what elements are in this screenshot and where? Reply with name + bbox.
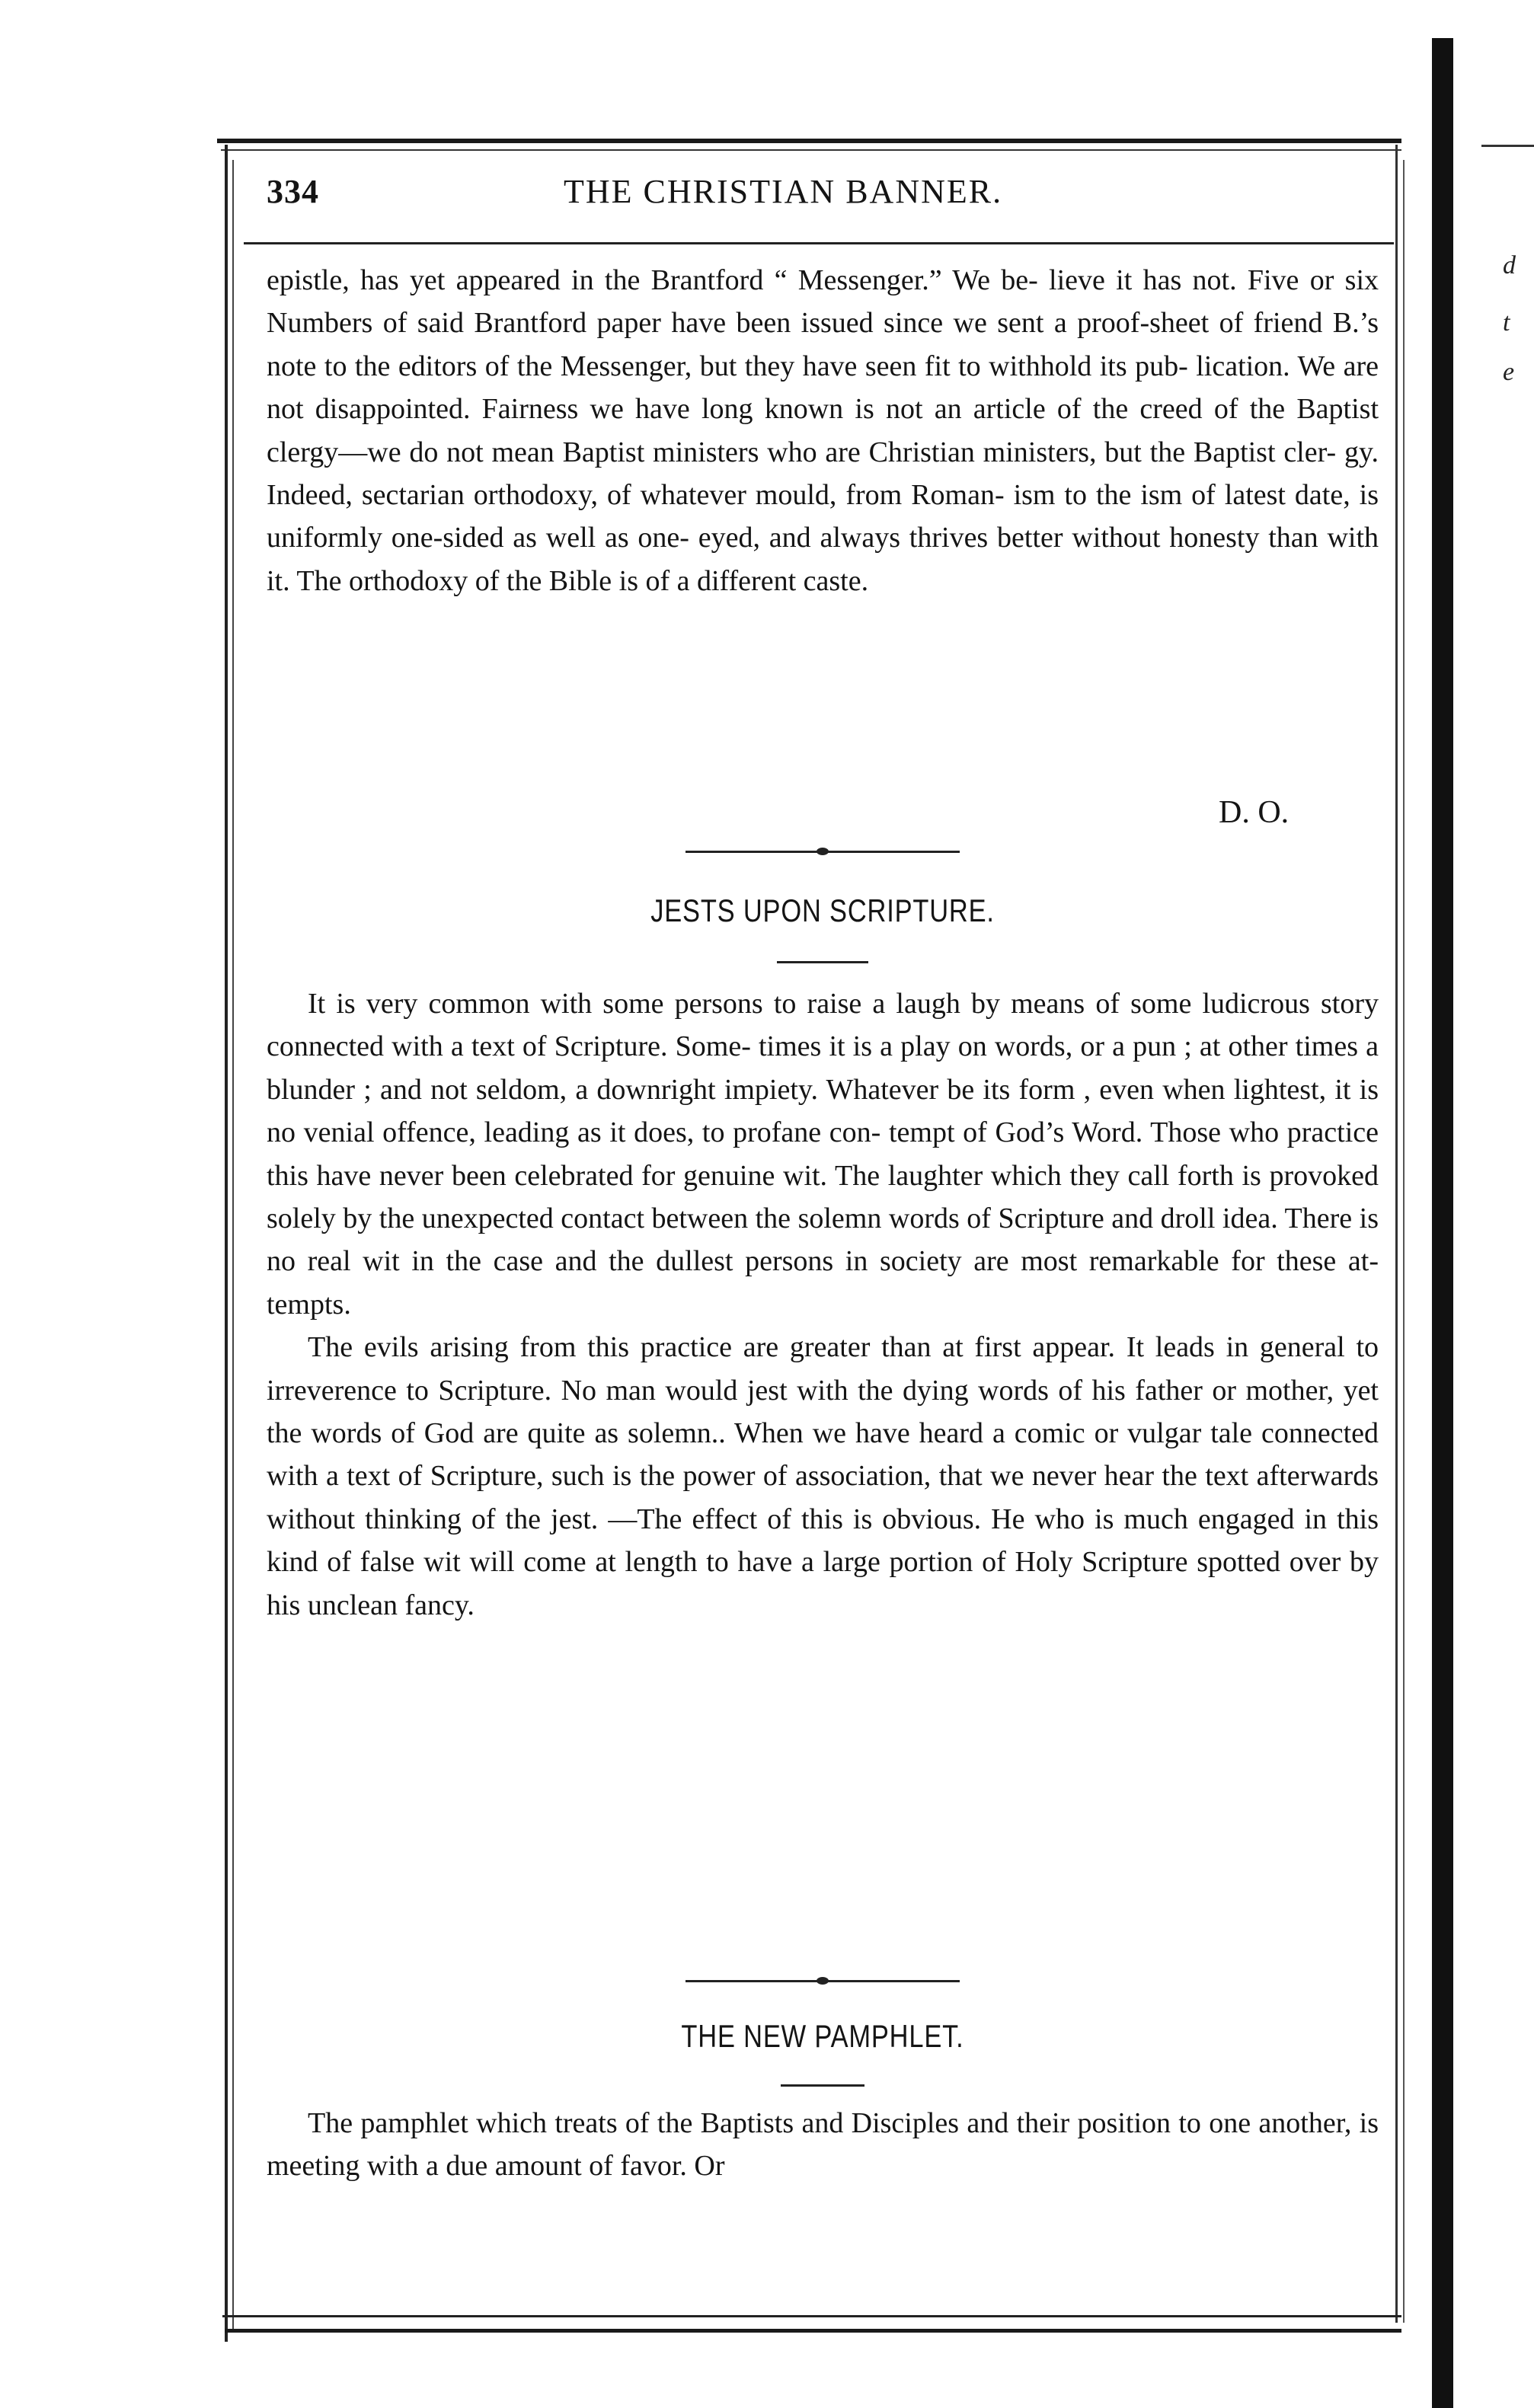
text-line: It leads in general to irreverence to Scripture. No man would jest (267, 1331, 1379, 1407)
signature: D. O. (1219, 795, 1290, 830)
frame-bottom-rule (222, 2315, 1401, 2317)
article-continuation-text (267, 259, 1379, 602)
text-line: that we never hear the text afterwards without thinking of the jest. (267, 1460, 1379, 1535)
frame-top-rule (217, 139, 1401, 143)
text-line: —The effect of this is obvious. He who is much engaged in this (608, 1503, 1379, 1535)
frame-left-rule (225, 145, 228, 2342)
adjacent-page-edge (1481, 137, 1534, 2346)
adjacent-page-letter: e (1503, 358, 1515, 386)
page-number: 334 (267, 173, 319, 210)
text-line: provoked solely by the unexpected contact between the solemn (267, 1159, 1379, 1235)
text-line: epistle, has yet appeared in the Brantford “ Messenger.” We be- (267, 264, 1038, 296)
adjacent-page-rule (1481, 145, 1534, 147)
header-rule (244, 242, 1394, 244)
ornament-dot (817, 848, 829, 855)
text-line: of some ludicrous story connected with a text of Scripture. Some- (267, 988, 1379, 1063)
text-line: not seldom, a downright impiety. Whatever be its form , even when (430, 1073, 1226, 1106)
text-line: It is very common with some persons to raise a laugh by means (308, 988, 1085, 1020)
section-heading-jests: JESTS UPON SCRIPTURE. (650, 893, 995, 928)
text-line: The evils arising from this practice are greater than at first appear. (308, 1331, 1116, 1364)
text-line: have been issued since we sent a proof-sheet of friend B.’s note to the (267, 307, 1379, 382)
text-line: and the dullest persons in society are most remarkable for these at- (554, 1245, 1379, 1278)
text-line: gy. Indeed, sectarian orthodoxy, of whatever mould, from Roman- (267, 436, 1379, 512)
binding-shadow (1432, 38, 1453, 2408)
text-line: connected with a text of Scripture, such is the power of association, (267, 1417, 1379, 1493)
pamphlet-body (267, 2102, 1379, 2188)
frame-top-inner-rule (221, 149, 1401, 151)
text-line: lication. We are not disappointed. Fairness we have long known (267, 350, 1379, 426)
text-line: ism to the ism of latest date, is uniformly one-sided as well as one- (267, 479, 1379, 554)
text-line: lightest, it is no venial offence, leading as it does, to profane con- (267, 1073, 1379, 1149)
text-line: eyed, and always thrives better without honesty than with it. The (267, 522, 1379, 597)
text-line: The pamphlet which treats of the Baptists and Disciples and their (308, 2107, 1070, 2139)
text-line: is not an article of the creed of the Baptist clergy—we do not mean (267, 393, 1379, 468)
text-line: tempt of God’s Word. Those who practice this have never been (267, 1116, 1379, 1192)
text-line: words of Scripture and droll idea. There is no real wit in the case (267, 1202, 1379, 1278)
text-line: celebrated for genuine wit. The laughter which they call forth is (514, 1159, 1261, 1192)
pamphlet-paragraph (267, 2102, 1379, 2188)
frame-left-inner-rule (232, 160, 234, 2330)
text-line: position to one another, is meeting with a due amount of favor. Or (267, 2107, 1379, 2183)
running-title: THE CHRISTIAN BANNER. (564, 173, 1003, 210)
article-continuation (267, 259, 1379, 602)
jests-paragraph-1 (267, 982, 1379, 1326)
text-line: Scripture spotted over by his unclean fancy. (267, 1546, 1379, 1621)
frame-right-inner-rule (1403, 160, 1405, 2323)
text-line: kind of false wit will come at length to have a large portion of Holy (267, 1546, 1073, 1579)
ornament-dot (817, 1977, 829, 1985)
text-line: times it is a play on words, or a pun ; at other times a blunder ; and (267, 1030, 1379, 1106)
text-line: are quite as solemn.. When we have heard a comic or vulgar tale (483, 1417, 1253, 1450)
text-line: Baptist ministers who are Christian ministers, but the Baptist cler- (562, 436, 1337, 468)
section-heading-pamphlet: THE NEW PAMPHLET. (681, 2018, 964, 2054)
heading-underline (781, 2084, 864, 2087)
frame-right-rule (1395, 145, 1398, 2323)
heading-underline (777, 961, 868, 963)
jests-paragraph-2 (267, 1326, 1379, 1627)
text-line: with the dying words of his father or mother, yet the words of God (267, 1374, 1379, 1450)
jests-body (267, 982, 1379, 1627)
frame-bottom-outer-rule (225, 2329, 1401, 2333)
text-line: orthodoxy of the Bible is of a different caste. (349, 564, 869, 597)
text-line: editors of the Messenger, but they have seen fit to withhold its pub- (398, 350, 1188, 382)
text-line: tempts. (267, 1288, 351, 1321)
adjacent-page-letter: d (1503, 251, 1516, 279)
adjacent-page-letter: t (1503, 308, 1510, 337)
text-line: lieve it has not. Five or six Numbers of said Brantford paper (267, 264, 1379, 340)
